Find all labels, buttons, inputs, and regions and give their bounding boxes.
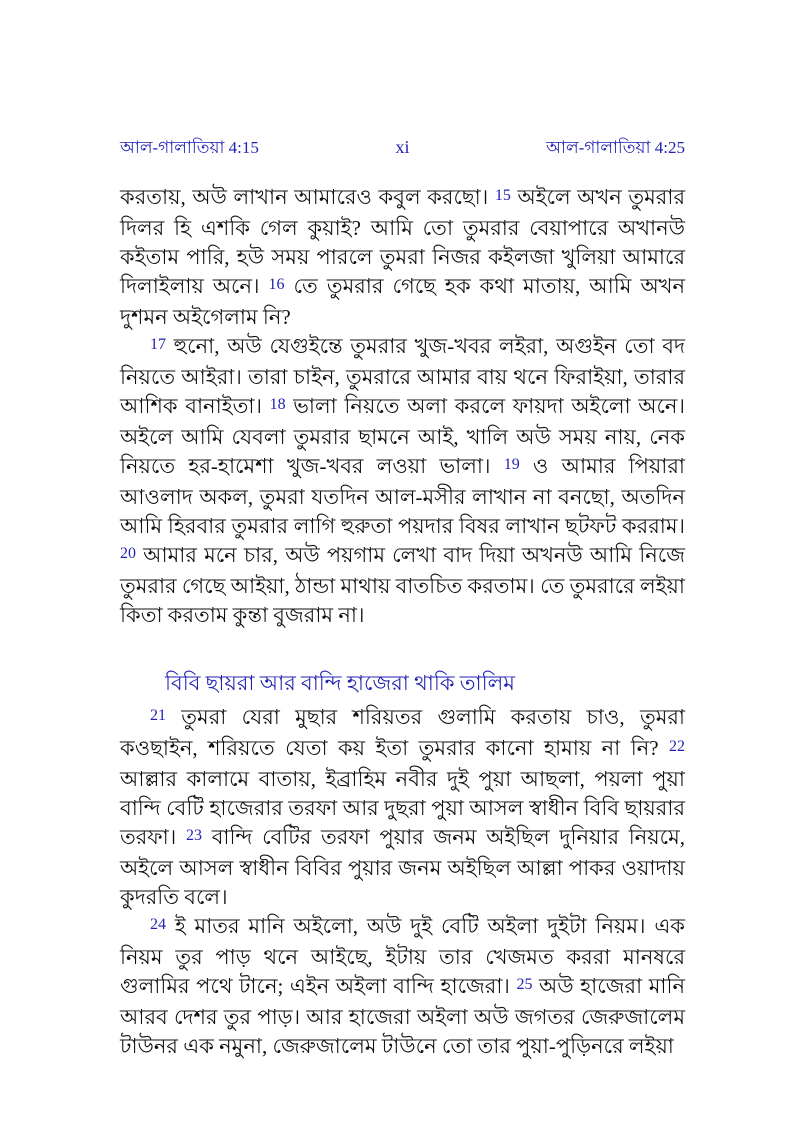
verse-paragraph [120, 703, 685, 912]
verse-number: 23 [185, 827, 202, 844]
verse-number: 18 [269, 396, 286, 413]
verse-text: বান্দি বেটির তরফা পুয়ার জনম অইছিল দুনিয়ার নিয়মে, অইলে আসল স্বাধীন বিবির পুয়ার জনম অইছিল আল্লা পাকর ওয়াদায় কুদরতি বলে। [120, 825, 685, 909]
header-reference-right: আল-গালাতিয়া 4:25 [546, 138, 685, 157]
verse-number: 24 [150, 916, 166, 933]
header-reference-left: আল-গালাতিয়া 4:15 [120, 138, 259, 157]
verse-text: আমার মনে চার, অউ পয়গাম লেখা বাদ দিয়া অখনউ আমি নিজে তুমরার গেছে আইয়া, ঠান্ডা মাথায় বাতচিত করতাম। তে তুমরারে লইয়া কিতা করতাম কুন্তা বুজরাম না। [120, 543, 685, 627]
verse-text: ও আমার পিয়ারা আওলাদ অকল, তুমরা যতদিন আল-মসীর লাখান না বনছো, অতদিন আমি হিরবার তুমরার লাগি হুরুতা পয়দার বিষর লাখান ছটফট কররাম। [120, 454, 685, 538]
page-body [120, 183, 685, 1061]
verse-text: হুনো, অউ যেগুইন্তে তুমরার খুজ-খবর লইরা, অগুইন তো বদ নিয়তে আইরা। তারা চাইন, তুমরারে আমার বায় থনে ফিরাইয়া, তারার আশিক বানাইতা। [120, 334, 685, 418]
verse-text: অউ হাজেরা মানি আরব দেশর তুর পাড়। আর হাজেরা অইলা অউ জগতর জেরুজালেম টাউনর এক নমুনা, জেরুজালেম টাউনে তো তার পুয়া-পুড়িনরে লইয়া [120, 974, 685, 1058]
verse-number: 20 [120, 545, 136, 562]
verse-paragraph [120, 332, 685, 630]
verse-number: 17 [150, 336, 166, 353]
verse-paragraph [120, 183, 685, 332]
verse-text: তুমরা যেরা মুছার শরিয়তর গুলামি করতায় চাও, তুমরা কওছাইন, শরিয়তে যেতা কয় ইতা তুমরার কানো হামায় না নি? [120, 705, 685, 760]
verse-text: করতায়, অউ লাখান আমারেও কবুল করছো। [120, 185, 495, 209]
verse-number: 22 [669, 738, 685, 755]
verse-text: অইলে অখন তুমরার দিলর হি এশকি গেল কুয়াই? আমি তো তুমরার বেয়াপারে অখানউ কইতাম পারি, হউ সময় পারলে তুমরা নিজর কইলজা খুলিয়া আমারে দিলাইলায় অনে। [120, 185, 685, 298]
page-number: xi [395, 137, 410, 157]
verse-paragraph [120, 912, 685, 1061]
verse-number: 21 [150, 707, 166, 724]
verse-number: 15 [494, 187, 511, 204]
verse-number: 19 [503, 456, 520, 473]
section-heading: বিবি ছায়রা আর বান্দি হাজেরা থাকি তালিম [165, 671, 515, 695]
verse-number: 25 [516, 976, 533, 993]
verse-text: তে তুমরার গেছে হক কথা মাতায়, আমি অখন দুশমন অইগেলাম নি? [120, 274, 685, 329]
verse-text: আল্লার কালামে বাতায়, ইব্রাহিম নবীর দুই পুয়া আছলা, পয়লা পুয়া বান্দি বেটি হাজেরার তরফা আর দুছরা পুয়া আসল স্বাধীন বিবি ছায়রার তরফা। [120, 767, 685, 849]
verse-text: ই মাতর মানি অইলো, অউ দুই বেটি অইলা দুইটা নিয়ম। এক নিয়ম তুর পাড় থনে আইছে, ইটায় তার খেজমত কররা মানষরে গুলামির পথে টানে; এইন অইলা বান্দি হাজেরা। [120, 914, 685, 998]
verse-number: 16 [268, 276, 285, 293]
verse-text: ভালা নিয়তে অলা করলে ফায়দা অইলো অনে। অইলে আমি যেবলা তুমরার ছামনে আই, খালি অউ সময় নায়, নেক নিয়তে হর-হামেশা খুজ-খবর লওয়া ভালা। [120, 394, 685, 478]
running-header [120, 136, 685, 159]
